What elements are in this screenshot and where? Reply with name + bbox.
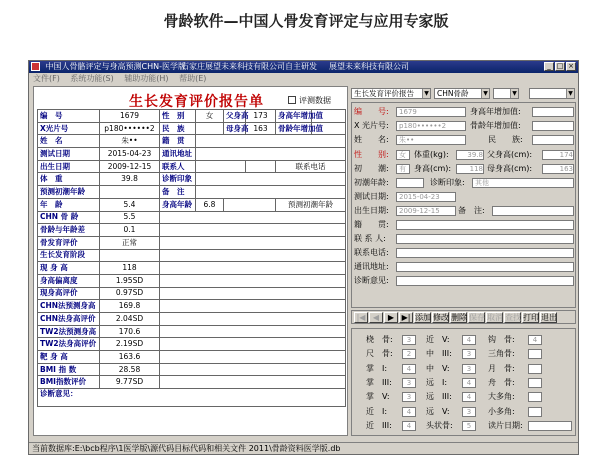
- window-controls: [544, 62, 576, 71]
- report-label-cell: 出生日期: [38, 160, 100, 173]
- opinion-field[interactable]: [396, 276, 574, 286]
- report-label-cell: 身高年增加值: [276, 110, 312, 123]
- native-place-field[interactable]: [396, 220, 574, 230]
- report-label-cell: 母身高: [224, 122, 246, 135]
- report-row: [38, 160, 346, 173]
- report-label-cell: [160, 376, 346, 389]
- bone-label: 远 I:: [426, 377, 448, 387]
- report-label-cell: 联系人: [160, 160, 196, 173]
- report-row: [38, 148, 346, 161]
- report-value-cell: 2009-12-15: [100, 160, 160, 173]
- report-label-cell: 姓 名: [38, 135, 100, 148]
- report-row: [38, 249, 346, 262]
- report-row: [38, 236, 346, 249]
- report-value-cell: 1679: [100, 110, 160, 123]
- app-icon: [31, 62, 40, 71]
- cancel-button[interactable]: 取消: [487, 313, 503, 322]
- report-row: [38, 122, 346, 135]
- bone-grade-field[interactable]: 5: [462, 421, 476, 431]
- report-value-cell: 2.19SD: [100, 338, 160, 351]
- bone-label: 远 V:: [426, 406, 450, 416]
- report-label-cell: 测试日期: [38, 148, 100, 161]
- father-height-field[interactable]: 174: [542, 150, 574, 160]
- bone-grade-field[interactable]: 4: [402, 421, 416, 431]
- report-label-cell: [224, 198, 276, 211]
- report-row: [38, 300, 346, 313]
- menu-help[interactable]: 帮助(E): [179, 74, 207, 83]
- mother-height-field[interactable]: 163: [542, 164, 574, 174]
- report-label-cell: [160, 338, 346, 351]
- report-label-cell: 年 龄: [38, 198, 100, 211]
- report-label-cell: [160, 325, 346, 338]
- bone-grade-panel: [351, 328, 576, 436]
- bone-grade-field[interactable]: 4: [402, 407, 416, 417]
- report-label-cell: [160, 211, 346, 224]
- code-label: 编 号:: [354, 107, 389, 116]
- report-value-cell: [196, 135, 346, 148]
- report-label-cell: 靶 身 高: [38, 351, 100, 364]
- report-value-cell: 5.4: [100, 198, 160, 211]
- height-inc-label: 身高年增加值:: [470, 107, 521, 116]
- eval-data-checkbox[interactable]: [288, 96, 296, 104]
- father-height-label: 父身高(cm):: [487, 150, 533, 159]
- bone-label: 掌 V:: [366, 392, 390, 402]
- report-value-cell: [196, 148, 346, 161]
- report-value-cell: [100, 249, 160, 262]
- report-value-cell: 2015-04-23: [100, 148, 160, 161]
- extra-select[interactable]: [529, 88, 575, 99]
- bone-grade-field[interactable]: 3: [402, 378, 416, 388]
- report-label-cell: 现 身 高: [38, 262, 100, 275]
- bone-grade-field[interactable]: [528, 364, 542, 374]
- report-value-cell: 118: [100, 262, 160, 275]
- report-label-cell: 父身高: [224, 110, 246, 123]
- patient-form: [351, 102, 576, 308]
- bone-grade-field[interactable]: 4: [462, 378, 476, 388]
- bone-grade-field[interactable]: 3: [462, 407, 476, 417]
- report-label-cell: [160, 274, 346, 287]
- height-label: 身高(cm):: [414, 164, 452, 173]
- bone-grade-field[interactable]: [528, 407, 542, 417]
- minimize-button[interactable]: _: [544, 62, 554, 71]
- bone-grade-field[interactable]: 4: [462, 392, 476, 402]
- bone-label: 掌 I:: [366, 363, 388, 373]
- edit-button[interactable]: 修改: [433, 313, 449, 322]
- report-label-cell: 民 族: [160, 122, 196, 135]
- report-label-cell: CHN法身高评价: [38, 313, 100, 326]
- mother-height-label: 母身高(cm):: [487, 164, 533, 173]
- report-label-cell: 骨发育评价: [38, 236, 100, 249]
- bone-grade-field[interactable]: 4: [462, 335, 476, 345]
- report-value-cell: 5.5: [100, 211, 160, 224]
- page-heading: 骨龄软件—中国人骨发育评定与应用专家版: [163, 12, 449, 30]
- report-value-cell: [196, 186, 346, 199]
- bone-grade-field[interactable]: [528, 378, 542, 388]
- report-label-cell: 诊断意见：: [38, 389, 346, 407]
- weight-field[interactable]: 39.8: [456, 150, 484, 160]
- report-label-cell: [160, 224, 346, 237]
- report-value-cell: 9.77SD: [100, 376, 160, 389]
- report-title: 生长发育评价报告单: [129, 94, 264, 110]
- bone-label: 头状骨:: [426, 420, 453, 430]
- chevron-down-icon: ▼: [422, 89, 430, 98]
- report-label-cell: 诊断印象: [160, 173, 196, 186]
- menu-aux[interactable]: 辅助功能(H): [124, 74, 169, 83]
- report-row: [38, 173, 346, 186]
- sex-label: 性 别:: [354, 150, 389, 159]
- report-label-cell: 现身高评价: [38, 287, 100, 300]
- report-label-cell: [160, 236, 346, 249]
- app-window: [28, 60, 579, 455]
- report-label-cell: 身高年龄: [160, 198, 196, 211]
- report-value-cell: 2.04SD: [100, 313, 160, 326]
- name-field[interactable]: 朱••: [396, 135, 466, 145]
- report-label-cell: [246, 160, 276, 173]
- diagnosis-label: 诊断印象:: [430, 178, 465, 187]
- report-value-cell: 预测初潮年龄: [276, 198, 346, 211]
- report-type-value: 生长发育评价报告: [354, 89, 414, 98]
- report-label-cell: 体 重: [38, 173, 100, 186]
- report-row: [38, 376, 346, 389]
- chevron-down-icon: ▼: [481, 89, 489, 98]
- report-row: [38, 313, 346, 326]
- find-button[interactable]: 查找: [505, 313, 521, 322]
- height-inc-field[interactable]: [532, 107, 574, 117]
- bone-inc-field[interactable]: [532, 121, 574, 131]
- bone-grade-field[interactable]: 3: [462, 364, 476, 374]
- report-value-cell: 朱••: [100, 135, 160, 148]
- note-field[interactable]: [492, 206, 574, 216]
- report-value-cell: [196, 160, 246, 173]
- add-button[interactable]: 添加: [415, 313, 431, 322]
- bone-label: 三角骨:: [488, 349, 515, 359]
- close-button[interactable]: ×: [566, 62, 576, 71]
- menu-file[interactable]: 文件(F): [33, 74, 60, 83]
- ethnic-field[interactable]: [532, 135, 574, 145]
- birth-date-field[interactable]: 2009-12-15: [396, 206, 456, 216]
- report-row: [38, 389, 346, 407]
- native-place-label: 籍 贯:: [354, 220, 389, 229]
- maximize-button[interactable]: □: [556, 62, 564, 70]
- report-label-cell: [160, 287, 346, 300]
- report-label-cell: 生长发育阶段: [38, 249, 100, 262]
- bone-label: 中 V:: [426, 363, 450, 373]
- bone-grade-field[interactable]: 3: [462, 349, 476, 359]
- contact-label: 联 系 人:: [354, 234, 386, 243]
- xray-label: X 光片号:: [354, 121, 389, 130]
- bone-label: 远 III:: [426, 392, 452, 402]
- report-label-cell: CHN法预测身高: [38, 300, 100, 313]
- blank-select[interactable]: [493, 88, 519, 99]
- report-label-cell: TW2法预测身高: [38, 325, 100, 338]
- chevron-down-icon: ▼: [510, 89, 518, 98]
- report-row: [38, 198, 346, 211]
- report-label-cell: 骨龄年增加值: [276, 122, 312, 135]
- report-label-cell: X光片号: [38, 122, 100, 135]
- report-panel: [33, 86, 348, 436]
- window-title: 中国人骨骼评定与身高预测CHN-医学版: [45, 62, 187, 71]
- report-value-cell: 联系电话: [276, 160, 346, 173]
- code-field[interactable]: 1679: [396, 107, 466, 117]
- method-select[interactable]: [434, 88, 490, 99]
- bone-label: 桡 骨:: [366, 335, 393, 344]
- menarche-field[interactable]: 有: [396, 164, 410, 174]
- report-row: [38, 224, 346, 237]
- bone-label: 中 III:: [426, 349, 452, 359]
- weight-label: 体重(kg):: [414, 150, 449, 159]
- bone-label: 近 I:: [366, 406, 388, 416]
- report-row: [38, 363, 346, 376]
- menu-system[interactable]: 系统功能(S): [70, 74, 114, 83]
- report-label-cell: 籍 贯: [160, 135, 196, 148]
- phone-label: 联系电话:: [354, 248, 389, 257]
- first-record-button[interactable]: |◀: [354, 312, 368, 323]
- report-label-cell: [160, 249, 346, 262]
- bone-grade-field[interactable]: 2: [402, 349, 416, 359]
- bone-label: 读片日期:: [488, 420, 523, 430]
- report-value-cell: 163: [246, 122, 276, 135]
- eval-data-checkbox-label: 评测数据: [299, 96, 331, 105]
- report-type-select[interactable]: [351, 88, 431, 99]
- report-label-cell: 身高偏离度: [38, 274, 100, 287]
- window-org-1: 石家庄展望未来科技有限公司自主研发: [181, 62, 317, 71]
- title-bar: [29, 61, 578, 73]
- report-label-cell: 预测初潮年龄: [38, 186, 100, 199]
- menarche-age-label: 初潮年龄:: [354, 178, 389, 187]
- report-value-cell: 39.8: [100, 173, 160, 186]
- bone-grade-field[interactable]: 4: [402, 364, 416, 374]
- report-row: [38, 110, 346, 123]
- report-value-cell: 170.6: [100, 325, 160, 338]
- bone-label: 尺 骨:: [366, 349, 393, 359]
- report-label-cell: 通讯地址: [160, 148, 196, 161]
- bone-label: 大多角:: [488, 392, 515, 402]
- bone-grade-field[interactable]: [528, 421, 572, 431]
- bone-grade-field[interactable]: 4: [528, 335, 542, 345]
- report-label-cell: 备 注: [160, 186, 196, 199]
- name-label: 姓 名:: [354, 135, 389, 144]
- report-value-cell: 0.1: [100, 224, 160, 237]
- report-value-cell: 173: [246, 110, 276, 123]
- bone-grade-field[interactable]: [528, 392, 542, 402]
- report-value-cell: 0.97SD: [100, 287, 160, 300]
- bone-grade-field[interactable]: 3: [402, 392, 416, 402]
- report-label-cell: [160, 313, 346, 326]
- exit-button[interactable]: 退出: [541, 313, 557, 322]
- test-date-label: 测试日期:: [354, 192, 389, 201]
- report-value-cell: 1.95SD: [100, 274, 160, 287]
- report-label-cell: [160, 300, 346, 313]
- report-label-cell: 编 号: [38, 110, 100, 123]
- report-row: [38, 351, 346, 364]
- xray-field[interactable]: p180••••••2: [396, 121, 466, 131]
- chevron-down-icon: ▼: [566, 89, 574, 98]
- report-row: [38, 262, 346, 275]
- report-row: [38, 325, 346, 338]
- bone-label: 近 V:: [426, 335, 450, 344]
- menu-bar: [29, 73, 578, 84]
- report-label-cell: 骨龄与年龄差: [38, 224, 100, 237]
- report-row: [38, 338, 346, 351]
- bone-label: 钩 骨:: [488, 335, 515, 344]
- address-label: 通讯地址:: [354, 262, 389, 271]
- bone-label: 近 III:: [366, 420, 392, 430]
- address-field[interactable]: [396, 262, 574, 272]
- menarche-age-field[interactable]: [396, 178, 424, 188]
- record-navigator: [351, 310, 576, 324]
- method-value: CHN骨龄: [437, 89, 469, 98]
- height-field[interactable]: 118: [456, 164, 484, 174]
- report-value-cell: [196, 122, 224, 135]
- sex-field[interactable]: 女: [396, 150, 410, 160]
- report-row: [38, 274, 346, 287]
- report-label-cell: 性 别: [160, 110, 196, 123]
- report-value-cell: 女: [196, 110, 224, 123]
- report-label-cell: CHN 骨 龄: [38, 211, 100, 224]
- report-value-cell: 169.8: [100, 300, 160, 313]
- bone-label: 月 骨:: [488, 363, 515, 373]
- ethnic-label: 民 族:: [488, 135, 523, 144]
- test-date-field[interactable]: 2015-04-23: [396, 192, 456, 202]
- report-value-cell: 正常: [100, 236, 160, 249]
- window-org-2: 展望未来科技有限公司: [329, 62, 409, 71]
- report-row: [38, 186, 346, 199]
- report-label-cell: [160, 363, 346, 376]
- report-value-cell: 6.8: [196, 198, 224, 211]
- status-bar: 当前数据库:E:\bcb程序\1医学版\源代码目标代码和相关文件 2011\骨龄资料医学版.db: [29, 442, 578, 454]
- opinion-label: 诊断意见:: [354, 276, 389, 285]
- report-row: [38, 135, 346, 148]
- report-table: [37, 109, 346, 407]
- report-value-cell: [100, 186, 160, 199]
- report-value-cell: 28.58: [100, 363, 160, 376]
- report-label-cell: TW2法身高评价: [38, 338, 100, 351]
- print-button[interactable]: 打印: [523, 313, 539, 322]
- report-row: [38, 287, 346, 300]
- report-value-cell: p180••••••2: [100, 122, 160, 135]
- prev-record-button[interactable]: ◀: [369, 312, 383, 323]
- bone-grade-field[interactable]: [528, 349, 542, 359]
- phone-field[interactable]: [396, 248, 574, 258]
- bone-inc-label: 骨龄年增加值:: [470, 121, 521, 130]
- entry-panel: [351, 86, 576, 436]
- report-label-cell: [160, 262, 346, 275]
- report-label-cell: BMI指数评价: [38, 376, 100, 389]
- report-row: [38, 211, 346, 224]
- delete-button[interactable]: 删除: [451, 313, 467, 322]
- report-value-cell: 163.6: [100, 351, 160, 364]
- next-record-button[interactable]: ▶: [384, 312, 398, 323]
- report-label-cell: [160, 351, 346, 364]
- last-record-button[interactable]: ▶|: [399, 312, 413, 323]
- birth-date-label: 出生日期:: [354, 206, 389, 215]
- report-value-cell: [196, 173, 346, 186]
- bone-label: 舟 骨:: [488, 377, 515, 387]
- contact-field[interactable]: [396, 234, 574, 244]
- bone-label: 掌 III:: [366, 377, 392, 387]
- note-label: 备 注:: [458, 206, 485, 215]
- bone-label: 小多角:: [488, 406, 515, 416]
- save-button[interactable]: 保存: [469, 313, 485, 322]
- menarche-label: 初 潮:: [354, 164, 389, 173]
- diagnosis-select[interactable]: 其他: [472, 178, 574, 188]
- report-label-cell: BMI 指 数: [38, 363, 100, 376]
- bone-grade-field[interactable]: 3: [402, 335, 416, 345]
